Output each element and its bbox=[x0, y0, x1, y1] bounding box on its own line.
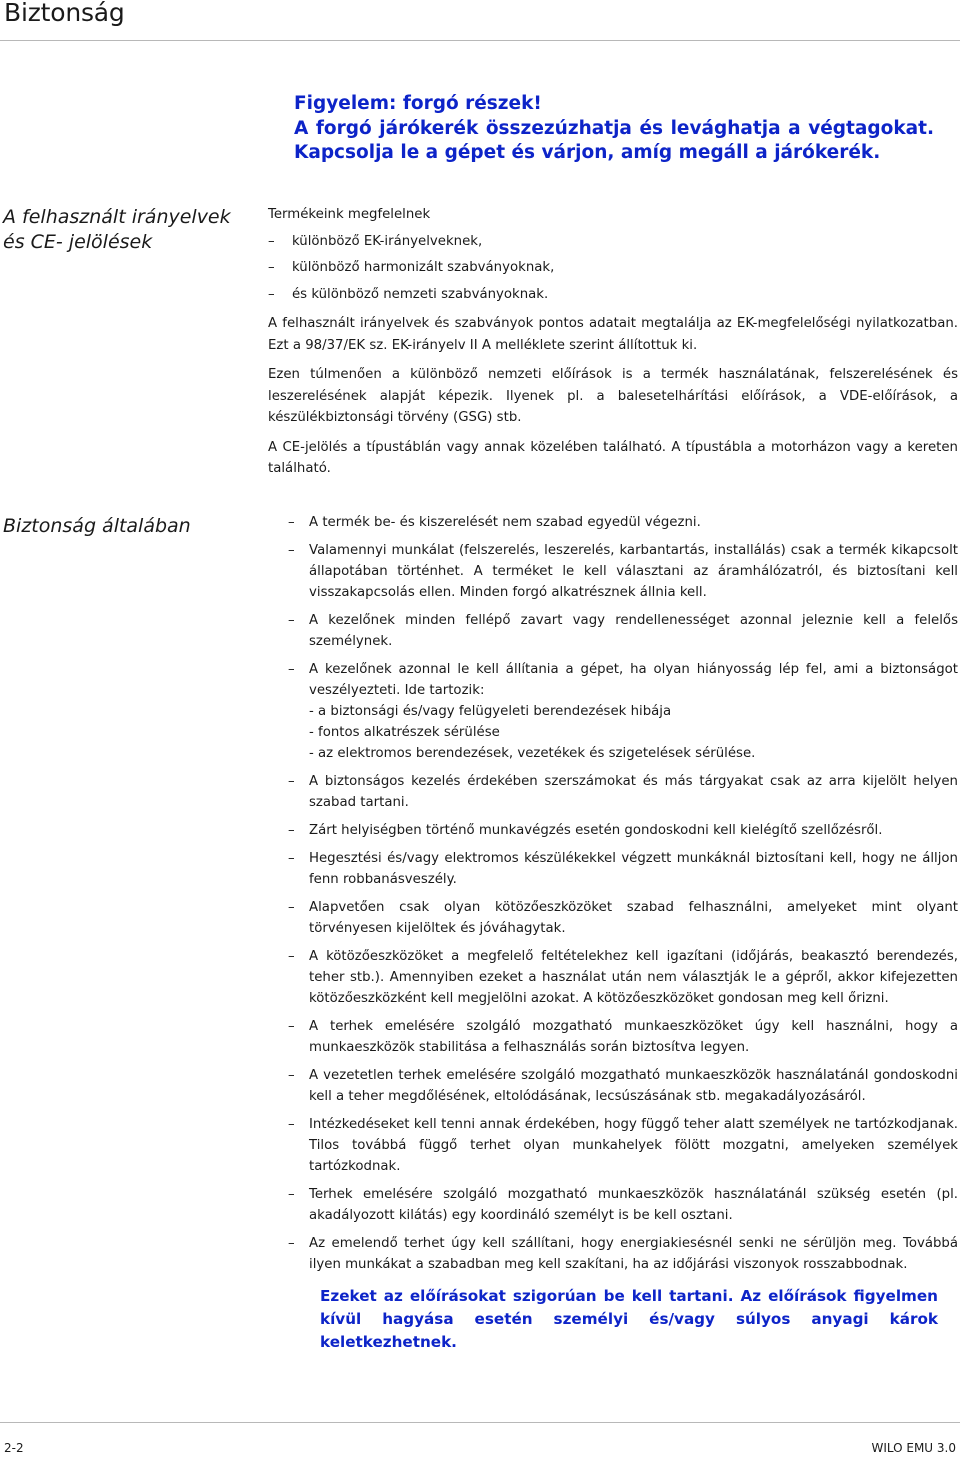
warning-line-1: Figyelem: forgó részek! bbox=[294, 93, 542, 114]
ce-paragraph: A felhasznált irányelvek és szabványok pontos adatait megtalálja az EK-megfelelőségi nyilatkozatban. Ezt a 98/37/EK sz. EK-irányelv II A melléklete szerint állítottuk ki. bbox=[268, 316, 958, 353]
closing-warning: Ezeket az előírásokat szigorúan be kell tartani. Az előírások figyelmen kívül hagyása esetén személyi és/vagy súlyos anyagi károk keletkezhetnek. bbox=[320, 1287, 938, 1351]
general-safety-body bbox=[288, 512, 958, 1354]
list-item: – különböző harmonizált szabványoknak, bbox=[268, 257, 958, 279]
sub-item: - fontos alkatrészek sérülése bbox=[309, 725, 500, 740]
list-item: – Alapvetően csak olyan kötözőeszközöket szabad felhasználni, amelyeket mint olyant törvényesen kijelöltek és jóváhagytak. bbox=[288, 897, 958, 939]
sub-item: - a biztonsági és/vagy felügyeleti berendezések hibája bbox=[309, 704, 672, 719]
list-item: – A kezelőnek minden fellépő zavart vagy rendellenességet azonnal jeleznie kell a felelős személynek. bbox=[288, 610, 958, 652]
ce-section-heading bbox=[3, 205, 231, 255]
ce-list bbox=[268, 231, 958, 306]
list-item: – különböző EK-irányelveknek, bbox=[268, 231, 958, 253]
list-item: – és különböző nemzeti szabványoknak. bbox=[268, 284, 958, 306]
ce-paragraph: A CE-jelölés a típustáblán vagy annak közelében található. A típustábla a motorházon vagy a kereten található. bbox=[268, 439, 958, 476]
list-item: – Zárt helyiségben történő munkavégzés esetén gondoskodni kell kielégítő szellőzésről. bbox=[288, 820, 958, 841]
list-item: – A biztonságos kezelés érdekében szerszámokat és más tárgyakat csak az arra kijelölt helyen szabad tartani. bbox=[288, 771, 958, 813]
general-safety-list bbox=[288, 512, 958, 1275]
ce-heading-line-1: A felhasznált irányelvek bbox=[3, 206, 231, 228]
general-safety-heading: Biztonság általában bbox=[3, 515, 191, 537]
ce-heading-line-2: és CE- jelölések bbox=[3, 231, 153, 253]
list-item: – Az emelendő terhet úgy kell szállítani, hogy energiakiesésnél senki ne sérüljön meg. Továbbá ilyen munkákat a szabadban meg kell szakítani, ha az időjárási viszonyok rosszabbodnak. bbox=[288, 1233, 958, 1275]
list-item: – A termék be- és kiszerelését nem szabad egyedül végezni. bbox=[288, 512, 958, 533]
warning-line-3: Kapcsolja le a gépet és várjon, amíg megáll a járókerék. bbox=[294, 142, 881, 163]
footer-divider bbox=[0, 1422, 960, 1423]
list-item-text: A kezelőnek azonnal le kell állítania a gépet, ha olyan hiányosság lép fel, ami a biztonságot veszélyezteti. Ide tartozik: bbox=[309, 662, 958, 698]
document-name: WILO EMU 3.0 bbox=[871, 1441, 956, 1455]
title-divider bbox=[0, 40, 960, 41]
list-item: – Intézkedéseket kell tenni annak érdekében, hogy függő teher alatt személyek ne tartózkodjanak. Tilos továbbá függő terhet olyan munkahelyek fölött mozgatni, amelyeken személyek tartózkodnak. bbox=[288, 1114, 958, 1177]
page-title: Biztonság bbox=[4, 0, 125, 27]
page-number: 2-2 bbox=[4, 1441, 24, 1455]
list-item: – Terhek emelésére szolgáló mozgatható munkaeszközök használatánál szükség esetén (pl. akadályozott kilátás) egy koordináló személyt is be kell osztani. bbox=[288, 1184, 958, 1226]
ce-paragraph: Ezen túlmenően a különböző nemzeti előírások is a termék használatának, felszerelésének és leszerelésének alapját képezik. Ilyenek pl. a balesetelhárítási előírások, a VDE-előírások, a készülékbiztonsági törvény (GSG) stb. bbox=[268, 367, 958, 425]
list-item: – A kötözőeszközöket a megfelelő feltételekhez kell igazítani (időjárás, beakasztó berendezés, teher stb.). Amennyiben ezeket a használat után nem választják le a gépről, akkor kifejezetten kötözőeszközként kell megjelölni azokat. A kötözőeszközöket gondosan meg kell őrizni. bbox=[288, 946, 958, 1009]
list-item bbox=[288, 659, 958, 764]
list-item: – Hegesztési és/vagy elektromos készülékekkel végzett munkáknál biztosítani kell, hogy ne álljon fenn robbanásveszély. bbox=[288, 848, 958, 890]
list-item: – A vezetetlen terhek emelésére szolgáló mozgatható munkaeszközök használatánál gondoskodni kell a teher megdőlésének, eltolódásának, lecsúszásának stb. megakadályozásáról. bbox=[288, 1065, 958, 1107]
ce-intro: Termékeink megfelelnek bbox=[268, 207, 431, 222]
list-item: – A terhek emelésére szolgáló mozgatható munkaeszközöket úgy kell használni, hogy a munkaeszközök stabilitása a felhasználás során biztosítva legyen. bbox=[288, 1016, 958, 1058]
ce-section-body bbox=[268, 204, 958, 480]
rotating-parts-warning bbox=[294, 92, 934, 166]
warning-line-2: A forgó járókerék összezúzhatja és levághatja a végtagokat. bbox=[294, 117, 934, 139]
list-item: – Valamennyi munkálat (felszerelés, leszerelés, karbantartás, installálás) csak a termék kikapcsolt állapotában történhet. A terméket le kell választani az áramhálózatról, és biztosítani kell visszakapcsolás ellen. Minden forgó alkatrésznek állnia kell. bbox=[288, 540, 958, 603]
sub-item: - az elektromos berendezések, vezetékek és szigetelések sérülése. bbox=[309, 746, 756, 761]
